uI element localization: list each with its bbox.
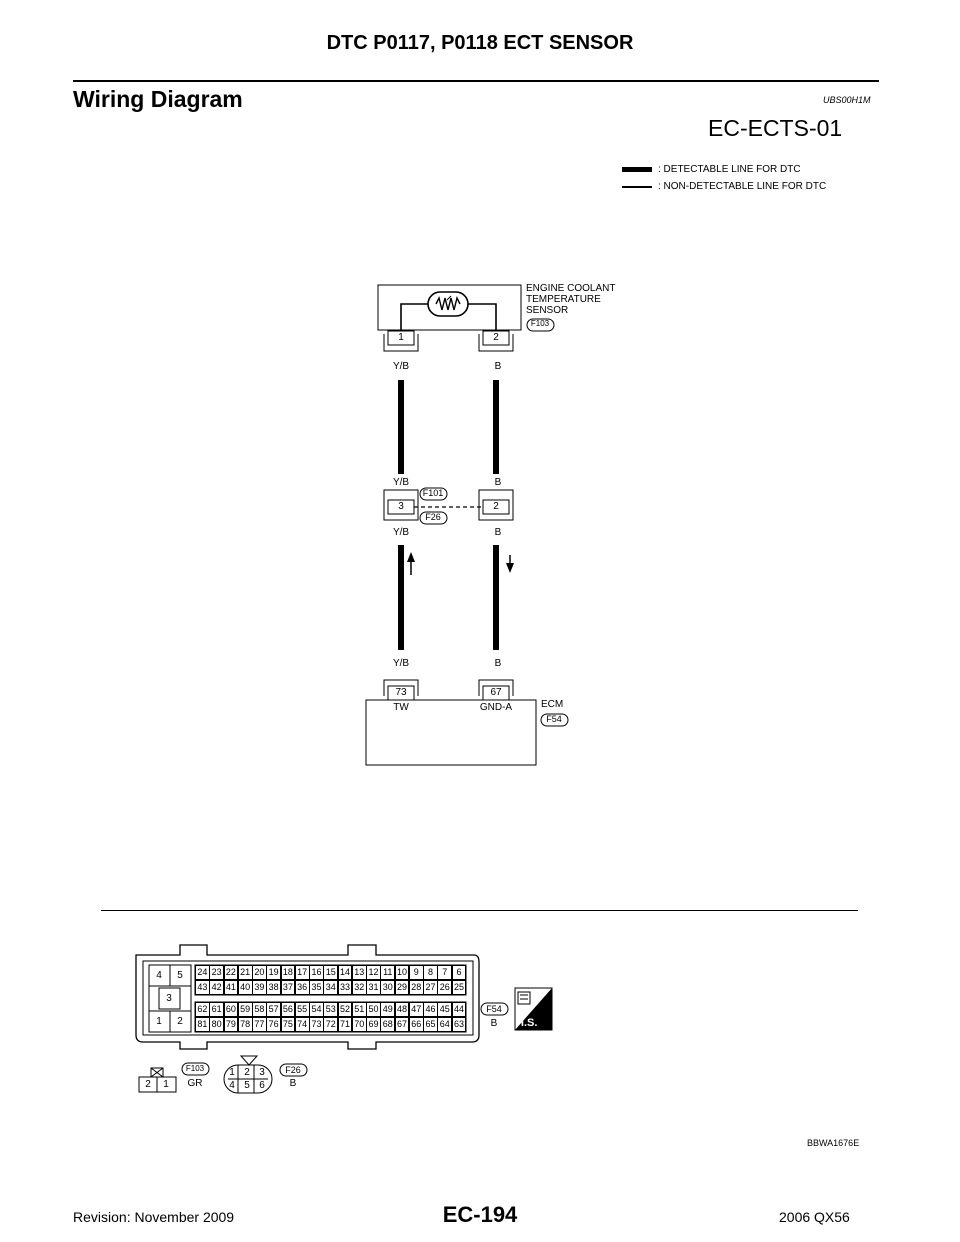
ecm-terminal-gnd-a: GND-A: [479, 702, 513, 713]
f54-pin-cell: 49: [380, 1002, 395, 1017]
junction-pin-2-label: 2: [493, 501, 499, 512]
f54-pin-cell: 69: [366, 1017, 381, 1032]
f103-lock-icon: [151, 1068, 163, 1077]
ecm-connector-code: F54: [546, 714, 562, 724]
f54-pin-cell: 30: [380, 980, 395, 995]
f54-pin-cell: 63: [452, 1017, 467, 1032]
f54-pin-cell: 44: [452, 1002, 467, 1017]
f26-lock-icon: [241, 1056, 257, 1065]
f54-pin-cell: 43: [195, 980, 210, 995]
f54-block-pin: 3: [166, 993, 172, 1004]
f26-view-color: B: [289, 1078, 297, 1089]
f54-pin-cell: 77: [252, 1017, 267, 1032]
f54-pin-cell: 38: [266, 980, 281, 995]
f26-pin: 6: [259, 1080, 265, 1091]
hs-label: H.S.: [516, 1017, 538, 1029]
f54-pin-cell: 74: [295, 1017, 310, 1032]
f54-pin-cell: 42: [209, 980, 224, 995]
ecm-pin-67-label: 67: [490, 687, 502, 698]
f54-pin-cell: 65: [423, 1017, 438, 1032]
f54-pin-cell: 18: [281, 965, 296, 980]
f54-pin-cell: 68: [380, 1017, 395, 1032]
thermistor-icon: [428, 292, 468, 316]
f54-pin-cell: 64: [437, 1017, 452, 1032]
image-code: BBWA1676E: [807, 1138, 860, 1148]
sensor-pin-2-label: 2: [493, 332, 499, 343]
sensor-label-line2: TEMPERATURE: [526, 294, 601, 305]
f54-pin-cell: 33: [338, 980, 353, 995]
wire-color-label: B: [494, 527, 502, 538]
f54-pin-cell: 62: [195, 1002, 210, 1017]
f26-pin: 2: [244, 1067, 250, 1078]
sensor-label-line1: ENGINE COOLANT: [526, 283, 616, 294]
f54-pin-cell: 50: [366, 1002, 381, 1017]
f54-view-color: B: [490, 1018, 498, 1029]
f54-pin-cell: 13: [352, 965, 367, 980]
f54-pin-cell: 19: [266, 965, 281, 980]
junction-pin-3-label: 3: [398, 501, 404, 512]
f54-pin-cell: 40: [238, 980, 253, 995]
ecm-label: ECM: [541, 699, 564, 710]
junction-connector-top: F101: [422, 488, 444, 498]
f103-view-name: F103: [185, 1064, 205, 1073]
f26-pin: 5: [244, 1080, 250, 1091]
f54-pin-cell: 72: [323, 1017, 338, 1032]
f54-block-pin: 1: [156, 1016, 162, 1027]
f54-pin-cell: 16: [309, 965, 324, 980]
junction-connector-bottom: F26: [425, 512, 441, 522]
sensor-label-line3: SENSOR: [526, 305, 569, 316]
f54-pin-cell: 60: [224, 1002, 239, 1017]
wire-color-label: B: [494, 477, 502, 488]
f54-pin-cell: 8: [423, 965, 438, 980]
f54-pin-cell: 22: [224, 965, 239, 980]
f54-pin-cell: 48: [395, 1002, 410, 1017]
wire-color-label: Y/B: [392, 527, 410, 538]
f54-block-pin: 2: [177, 1016, 183, 1027]
wire-color-label: Y/B: [392, 658, 410, 669]
f54-connector-view: [136, 945, 479, 1049]
f54-pin-cell: 51: [352, 1002, 367, 1017]
arrow-up-icon: [407, 552, 415, 575]
legend-non-detectable-label: : NON-DETECTABLE LINE FOR DTC: [658, 181, 827, 192]
f54-pin-cell: 79: [224, 1017, 239, 1032]
ecm-terminal-tw: TW: [393, 702, 409, 713]
section-title: Wiring Diagram: [73, 86, 243, 112]
f54-pin-cell: 29: [395, 980, 410, 995]
f54-view-name: F54: [486, 1004, 502, 1014]
f54-pin-cell: 71: [338, 1017, 353, 1032]
f26-pin: 3: [259, 1067, 265, 1078]
f54-pin-cell: 56: [281, 1002, 296, 1017]
f54-pin-cell: 58: [252, 1002, 267, 1017]
legend-detectable-label: : DETECTABLE LINE FOR DTC: [658, 164, 801, 175]
f54-pin-cell: 78: [238, 1017, 253, 1032]
f54-pin-cell: 11: [380, 965, 395, 980]
f54-pin-cell: 32: [352, 980, 367, 995]
connector-section-divider: [101, 910, 858, 911]
diagram-title: EC-ECTS-01: [708, 115, 843, 141]
sensor-connector-code: F103: [530, 319, 550, 328]
f54-pin-cell: 12: [366, 965, 381, 980]
f54-pin-cell: 27: [423, 980, 438, 995]
f54-pin-cell: 75: [281, 1017, 296, 1032]
f54-pin-cell: 17: [295, 965, 310, 980]
f26-pin: 4: [229, 1080, 235, 1091]
f54-pin-cell: 21: [238, 965, 253, 980]
f54-pin-cell: 76: [266, 1017, 281, 1032]
f54-pin-cell: 73: [309, 1017, 324, 1032]
f54-pin-cell: 47: [409, 1002, 424, 1017]
f54-pin-cell: 81: [195, 1017, 210, 1032]
f54-pin-cell: 25: [452, 980, 467, 995]
f54-pin-cell: 61: [209, 1002, 224, 1017]
f103-view-color: GR: [187, 1078, 203, 1089]
f54-block-pin: 4: [156, 970, 162, 981]
f26-pin: 1: [229, 1067, 235, 1078]
f54-pin-cell: 31: [366, 980, 381, 995]
f54-pin-cell: 7: [437, 965, 452, 980]
f54-pin-cell: 35: [309, 980, 324, 995]
f54-pin-cell: 34: [323, 980, 338, 995]
f103-pin: 1: [163, 1079, 169, 1090]
f54-pin-cell: 9: [409, 965, 424, 980]
f54-pin-cell: 37: [281, 980, 296, 995]
f54-pin-cell: 39: [252, 980, 267, 995]
f54-pin-cell: 46: [423, 1002, 438, 1017]
arrow-down-icon: [506, 555, 514, 573]
f54-pin-cell: 52: [338, 1002, 353, 1017]
f54-pin-cell: 70: [352, 1017, 367, 1032]
sensor-pin-1-label: 1: [398, 332, 404, 343]
resistor-zigzag-icon: [436, 298, 460, 310]
f54-pin-cell: 57: [266, 1002, 281, 1017]
f54-pin-cell: 66: [409, 1017, 424, 1032]
f54-pin-cell: 45: [437, 1002, 452, 1017]
f26-view-name: F26: [285, 1065, 301, 1075]
f54-pin-cell: 28: [409, 980, 424, 995]
f54-block-pin: 5: [177, 970, 183, 981]
f54-pin-cell: 67: [395, 1017, 410, 1032]
f54-pin-cell: 80: [209, 1017, 224, 1032]
f54-pin-cell: 41: [224, 980, 239, 995]
footer-model: 2006 QX56: [779, 1209, 850, 1225]
footer-revision: Revision: November 2009: [73, 1209, 235, 1225]
page-header-title: DTC P0117, P0118 ECT SENSOR: [326, 32, 634, 54]
f54-pin-cell: 6: [452, 965, 467, 980]
f54-pin-cell: 14: [338, 965, 353, 980]
ecm-pin-73-label: 73: [395, 687, 407, 698]
f54-pin-cell: 10: [395, 965, 410, 980]
wire-color-label: Y/B: [392, 477, 410, 488]
wire-color-label: Y/B: [392, 361, 410, 372]
wire-color-label: B: [494, 658, 502, 669]
footer-page-number: EC-194: [442, 1202, 518, 1227]
f54-pin-cell: 20: [252, 965, 267, 980]
f54-pin-cell: 15: [323, 965, 338, 980]
f54-pin-cell: 53: [323, 1002, 338, 1017]
f54-pin-cell: 54: [309, 1002, 324, 1017]
f54-pin-cell: 36: [295, 980, 310, 995]
f54-pin-cell: 23: [209, 965, 224, 980]
f54-pin-cell: 55: [295, 1002, 310, 1017]
f54-pin-cell: 59: [238, 1002, 253, 1017]
wire-color-label: B: [494, 361, 502, 372]
f54-pin-cell: 26: [437, 980, 452, 995]
section-code: UBS00H1M: [823, 95, 871, 105]
f54-pin-cell: 24: [195, 965, 210, 980]
f103-pin: 2: [145, 1079, 151, 1090]
